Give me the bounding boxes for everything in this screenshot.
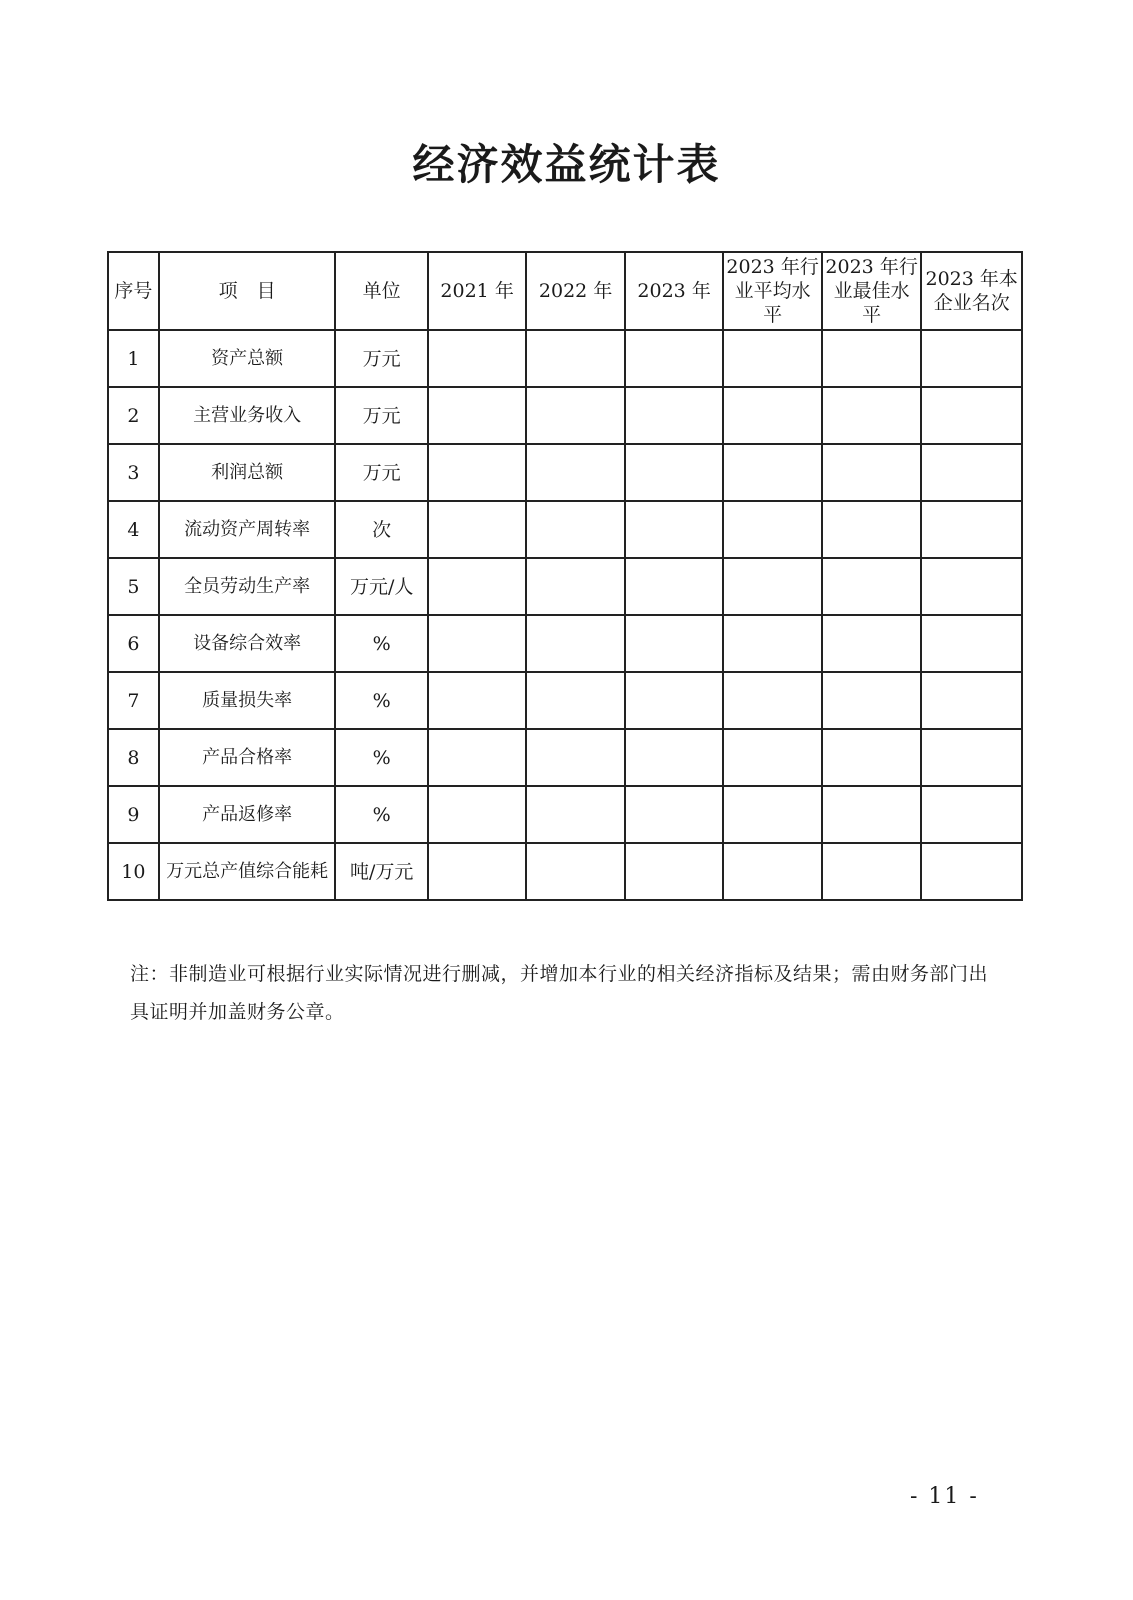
table-row <box>108 672 1022 729</box>
row-unit: 万元 <box>335 330 427 387</box>
row-item: 产品返修率 <box>159 786 336 843</box>
economic-benefit-table <box>107 251 1023 901</box>
cell-company-rank <box>921 444 1022 501</box>
cell-2021 <box>428 558 527 615</box>
cell-2021 <box>428 387 527 444</box>
table-row <box>108 615 1022 672</box>
row-seq: 2 <box>108 387 159 444</box>
cell-company-rank <box>921 501 1022 558</box>
cell-2022 <box>526 558 625 615</box>
row-item: 流动资产周转率 <box>159 501 336 558</box>
cell-company-rank <box>921 786 1022 843</box>
table-header-row <box>108 252 1022 330</box>
header-unit: 单位 <box>335 252 427 330</box>
table-row <box>108 729 1022 786</box>
header-seq: 序号 <box>108 252 159 330</box>
header-2023: 2023 年 <box>625 252 724 330</box>
cell-industry-best <box>822 786 922 843</box>
header-company-rank: 2023 年本企业名次 <box>921 252 1022 330</box>
cell-2021 <box>428 444 527 501</box>
cell-2023 <box>625 843 724 900</box>
cell-company-rank <box>921 615 1022 672</box>
cell-2021 <box>428 729 527 786</box>
cell-company-rank <box>921 729 1022 786</box>
cell-2021 <box>428 615 527 672</box>
page-number: - 11 - <box>910 1484 979 1509</box>
cell-industry-average <box>723 501 822 558</box>
row-item: 设备综合效率 <box>159 615 336 672</box>
cell-company-rank <box>921 387 1022 444</box>
cell-industry-average <box>723 558 822 615</box>
table-row <box>108 558 1022 615</box>
row-item: 资产总额 <box>159 330 336 387</box>
footnote: 注：非制造业可根据行业实际情况进行删减，并增加本行业的相关经济指标及结果；需由财务部门出具证明并加盖财务公章。 <box>130 963 989 1023</box>
header-2021: 2021 年 <box>428 252 527 330</box>
cell-industry-average <box>723 615 822 672</box>
cell-2021 <box>428 330 527 387</box>
table-row <box>108 330 1022 387</box>
cell-industry-best <box>822 615 922 672</box>
cell-company-rank <box>921 558 1022 615</box>
cell-2022 <box>526 387 625 444</box>
table-row <box>108 501 1022 558</box>
cell-industry-best <box>822 501 922 558</box>
cell-company-rank <box>921 672 1022 729</box>
cell-2022 <box>526 786 625 843</box>
cell-2023 <box>625 615 724 672</box>
cell-industry-average <box>723 786 822 843</box>
row-seq: 6 <box>108 615 159 672</box>
row-unit: 万元/人 <box>335 558 427 615</box>
cell-2022 <box>526 729 625 786</box>
page-title: 经济效益统计表 <box>412 140 721 189</box>
table-row <box>108 786 1022 843</box>
cell-2023 <box>625 786 724 843</box>
row-item: 质量损失率 <box>159 672 336 729</box>
cell-company-rank <box>921 843 1022 900</box>
row-unit: % <box>335 729 427 786</box>
row-seq: 3 <box>108 444 159 501</box>
cell-2023 <box>625 558 724 615</box>
row-unit: % <box>335 672 427 729</box>
cell-2023 <box>625 444 724 501</box>
cell-2021 <box>428 843 527 900</box>
row-unit: 吨/万元 <box>335 843 427 900</box>
cell-industry-best <box>822 843 922 900</box>
cell-industry-best <box>822 729 922 786</box>
cell-2023 <box>625 672 724 729</box>
cell-2021 <box>428 786 527 843</box>
cell-2022 <box>526 330 625 387</box>
row-unit: % <box>335 786 427 843</box>
header-industry-best: 2023 年行业最佳水平 <box>822 252 922 330</box>
row-seq: 7 <box>108 672 159 729</box>
row-seq: 4 <box>108 501 159 558</box>
cell-industry-average <box>723 672 822 729</box>
cell-industry-average <box>723 330 822 387</box>
cell-industry-best <box>822 444 922 501</box>
row-seq: 8 <box>108 729 159 786</box>
cell-2022 <box>526 615 625 672</box>
cell-2023 <box>625 729 724 786</box>
header-item: 项 目 <box>159 252 336 330</box>
row-seq: 1 <box>108 330 159 387</box>
table-row <box>108 444 1022 501</box>
cell-2022 <box>526 843 625 900</box>
row-unit: 次 <box>335 501 427 558</box>
row-item: 主营业务收入 <box>159 387 336 444</box>
cell-2023 <box>625 330 724 387</box>
cell-industry-best <box>822 558 922 615</box>
cell-industry-average <box>723 444 822 501</box>
row-unit: 万元 <box>335 444 427 501</box>
table-row <box>108 387 1022 444</box>
cell-2022 <box>526 501 625 558</box>
cell-company-rank <box>921 330 1022 387</box>
row-item: 利润总额 <box>159 444 336 501</box>
header-industry-average: 2023 年行业平均水平 <box>723 252 822 330</box>
row-seq: 9 <box>108 786 159 843</box>
cell-2023 <box>625 387 724 444</box>
header-2022: 2022 年 <box>526 252 625 330</box>
row-item: 产品合格率 <box>159 729 336 786</box>
cell-industry-best <box>822 672 922 729</box>
cell-2022 <box>526 444 625 501</box>
cell-2023 <box>625 501 724 558</box>
row-item: 万元总产值综合能耗 <box>159 843 336 900</box>
cell-industry-best <box>822 330 922 387</box>
cell-industry-average <box>723 843 822 900</box>
cell-2021 <box>428 672 527 729</box>
row-seq: 10 <box>108 843 159 900</box>
cell-industry-best <box>822 387 922 444</box>
cell-industry-average <box>723 387 822 444</box>
cell-2022 <box>526 672 625 729</box>
cell-2021 <box>428 501 527 558</box>
row-seq: 5 <box>108 558 159 615</box>
cell-industry-average <box>723 729 822 786</box>
row-item: 全员劳动生产率 <box>159 558 336 615</box>
table-row <box>108 843 1022 900</box>
row-unit: % <box>335 615 427 672</box>
row-unit: 万元 <box>335 387 427 444</box>
